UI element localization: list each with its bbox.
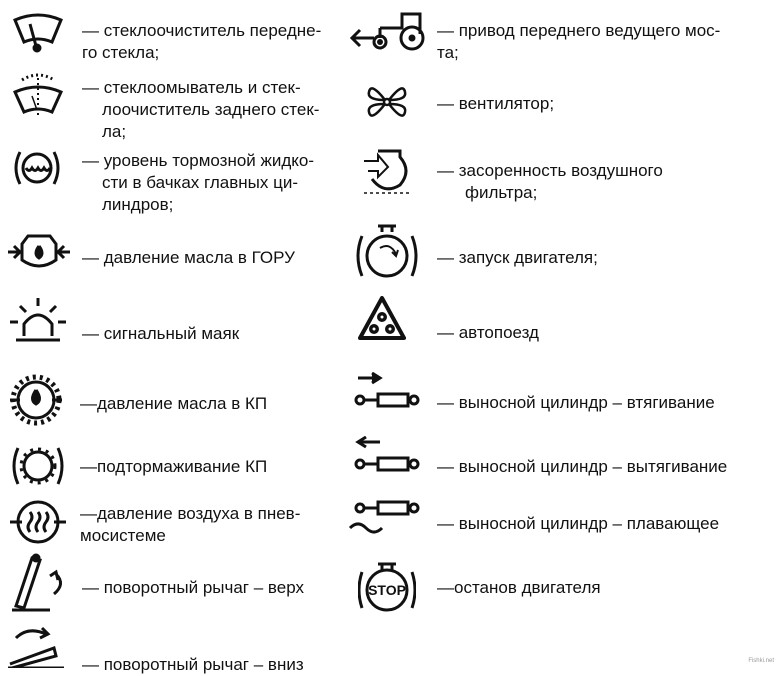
engine-stop-icon: [358, 560, 416, 616]
rear-washer-label-3: ла;: [102, 122, 127, 141]
cylinder-float-label: — выносной цилиндр – плавающее: [437, 514, 720, 533]
air-filter-label-1: — засоренность воздушного: [437, 161, 663, 180]
cylinder-retract-icon: [352, 372, 424, 414]
hydraulic-oil-label: — давление масла в ГОРУ: [82, 248, 295, 267]
road-train-label: — автопоезд: [437, 323, 539, 342]
brake-fluid-label-3: линдров;: [102, 195, 174, 214]
front-axle-label-2: та;: [437, 43, 459, 62]
brake-fluid-level-icon: [12, 146, 62, 190]
rear-washer-label-2: лоочиститель заднего стек-: [102, 100, 320, 119]
air-filter-label-2: фильтра;: [465, 183, 538, 202]
gearbox-oil-label: —давление масла в КП: [80, 394, 268, 413]
cylinder-extend-icon: [352, 436, 424, 478]
gearbox-oil-pressure-icon: [8, 372, 64, 428]
lever-up-icon: [10, 548, 70, 612]
engine-stop-label: —останов двигателя: [437, 578, 601, 597]
lever-down-label: — поворотный рычаг – вниз: [82, 655, 304, 674]
brake-fluid-label-1: — уровень тормозной жидко-: [82, 151, 315, 170]
gearbox-braking-label: —подтормаживание КП: [80, 457, 268, 476]
air-filter-icon: [360, 145, 422, 201]
rear-washer-wiper-icon: [12, 70, 64, 120]
gearbox-braking-icon: [10, 442, 66, 490]
air-pressure-icon: [8, 498, 68, 546]
front-axle-drive-icon: [350, 8, 430, 54]
cylinder-float-icon: [348, 500, 424, 534]
engine-start-icon: [356, 222, 418, 286]
cylinder-extend-label: — выносной цилиндр – вытягивание: [437, 457, 728, 476]
cylinder-retract-label: — выносной цилиндр – втягивание: [437, 393, 715, 412]
brake-fluid-label-2: сти в бачках главных ци-: [102, 173, 298, 192]
front-wiper-label-2: го стекла;: [82, 43, 160, 62]
beacon-label: — сигнальный маяк: [82, 324, 240, 343]
front-wiper-icon: [12, 12, 64, 54]
air-pressure-label-1: —давление воздуха в пнев-: [80, 504, 301, 523]
stop-text: STOP: [368, 582, 406, 598]
rear-washer-label-1: — стеклоомыватель и стек-: [82, 78, 301, 97]
front-wiper-label-1: — стеклоочиститель передне-: [82, 21, 322, 40]
hydraulic-oil-pressure-icon: [6, 232, 72, 272]
front-axle-label-1: — привод переднего ведущего мос-: [437, 21, 721, 40]
lever-down-icon: [6, 624, 66, 668]
fan-label: — вентилятор;: [437, 94, 555, 113]
road-train-icon: [358, 296, 406, 342]
fan-icon: [365, 80, 409, 124]
beacon-light-icon: [6, 296, 70, 348]
engine-start-label: — запуск двигателя;: [437, 248, 598, 267]
lever-up-label: — поворотный рычаг – верх: [82, 578, 304, 597]
air-pressure-label-2: мосистеме: [80, 526, 166, 545]
watermark: Fishki.net: [748, 658, 774, 664]
